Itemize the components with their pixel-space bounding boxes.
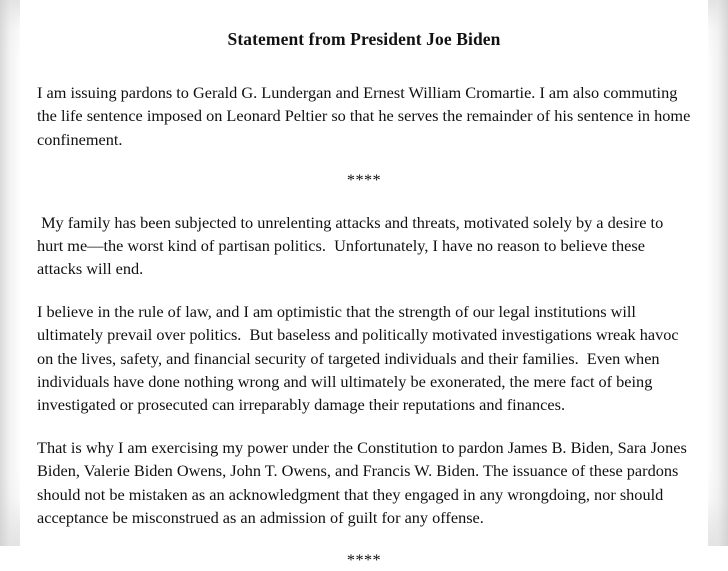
right-edge-shadow <box>706 0 728 546</box>
page-title: Statement from President Joe Biden <box>227 29 501 49</box>
document-body <box>37 0 695 571</box>
paragraph-2: My family has been subjected to unrelenting attacks and threats, motivated solely by a desire to hurt me—the worst kind of partisan politics. Unfortunately, I have no reason to believe these attacks will end. <box>37 212 668 279</box>
paragraph-3: I believe in the rule of law, and I am optimistic that the strength of our legal institutions will ultimately prevail over politics. But baseless and politically motivated investigations wreak havoc on the lives, safety, and financial security of targeted individuals and their families. Even when individuals have done nothing wrong and will ultimately be exonerated, the mere fact of being investigated or prosecuted can irreparably damage their reputations and finances. <box>37 301 683 415</box>
section-separator-bottom: **** <box>346 549 382 569</box>
paragraph-4: That is why I am exercising my power under the Constitution to pardon James B. Biden, Sara Jones Biden, Valerie Biden Owens, John T. Owens, and Francis W. Biden. The issuance of these pardons should not be mistaken as an acknowledgment that they engaged in any wrongdoing, nor should acceptance be misconstrued as an admission of guilt for any offense. <box>37 437 691 528</box>
section-separator-top: **** <box>346 170 382 190</box>
paragraph-1: I am issuing pardons to Gerald G. Lundergan and Ernest William Cromartie. I am also commuting the life sentence imposed on Leonard Peltier so that he serves the remainder of his sentence in home confinement. <box>37 83 695 149</box>
left-edge-shadow <box>0 0 22 546</box>
document-page <box>20 0 708 569</box>
